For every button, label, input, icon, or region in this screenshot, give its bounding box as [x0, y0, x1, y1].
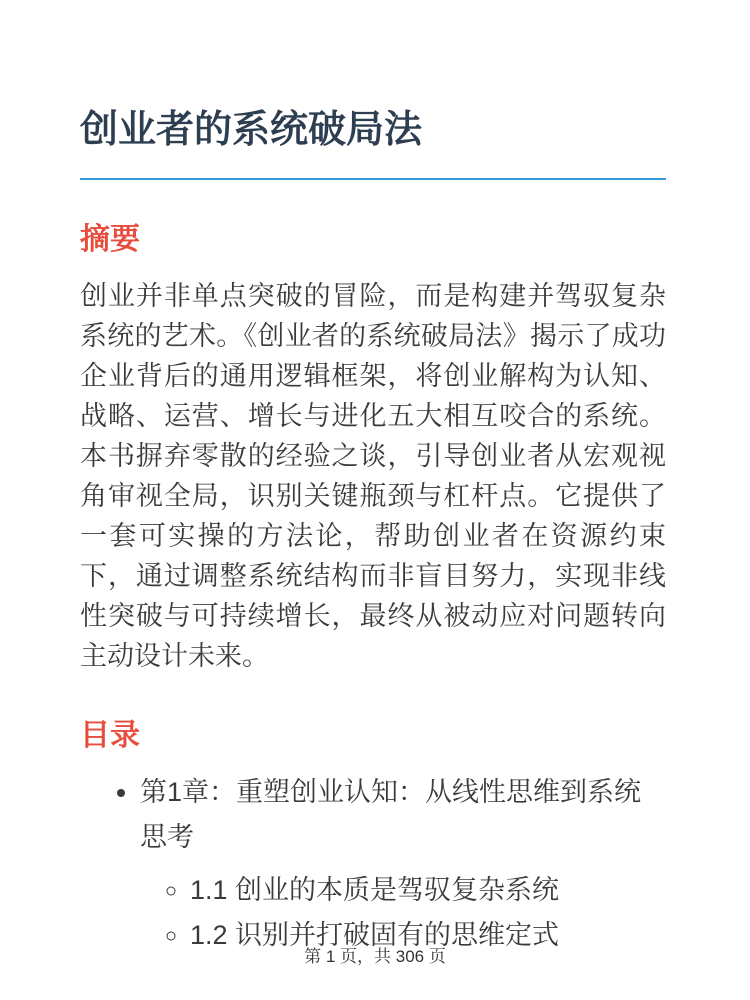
toc-item-chapter-1 [140, 770, 666, 958]
title-underline-rule [80, 178, 666, 180]
page-title: 创业者的系统破局法 [80, 109, 423, 151]
toc-heading: 目录 [80, 718, 140, 752]
abstract-heading: 摘要 [80, 222, 140, 256]
toc-item-chapter-1-label: 第1章：重塑创业认知：从线性思维到系统思考 [140, 776, 642, 852]
page-number-indicator: 第 1 页，共 306 页 [304, 947, 446, 966]
abstract-paragraph: 创业并非单点突破的冒险，而是构建并驾驭复杂系统的艺术。《创业者的系统破局法》揭示了成功企业背后的通用逻辑框架，将创业解构为认知、战略、运营、增长与进化五大相互咬合的系统。本书摒弃零散的经验之谈，引导创业者从宏观视角审视全局，识别关键瓶颈与杠杆点。它提供了一套可实操的方法论，帮助创业者在资源约束下，通过调整系统结构而非盲目努力，实现非线性突破与可持续增长，最终从被动应对问题转向主动设计未来。 [80, 280, 666, 671]
toc-list [80, 770, 666, 958]
toc-subitem-1-2: ◦ 1.2 识别并打破固有的思维定式 [190, 913, 666, 958]
toc-subitem-1-1: ◦ 1.1 创业的本质是驾驭复杂系统 [190, 868, 666, 913]
